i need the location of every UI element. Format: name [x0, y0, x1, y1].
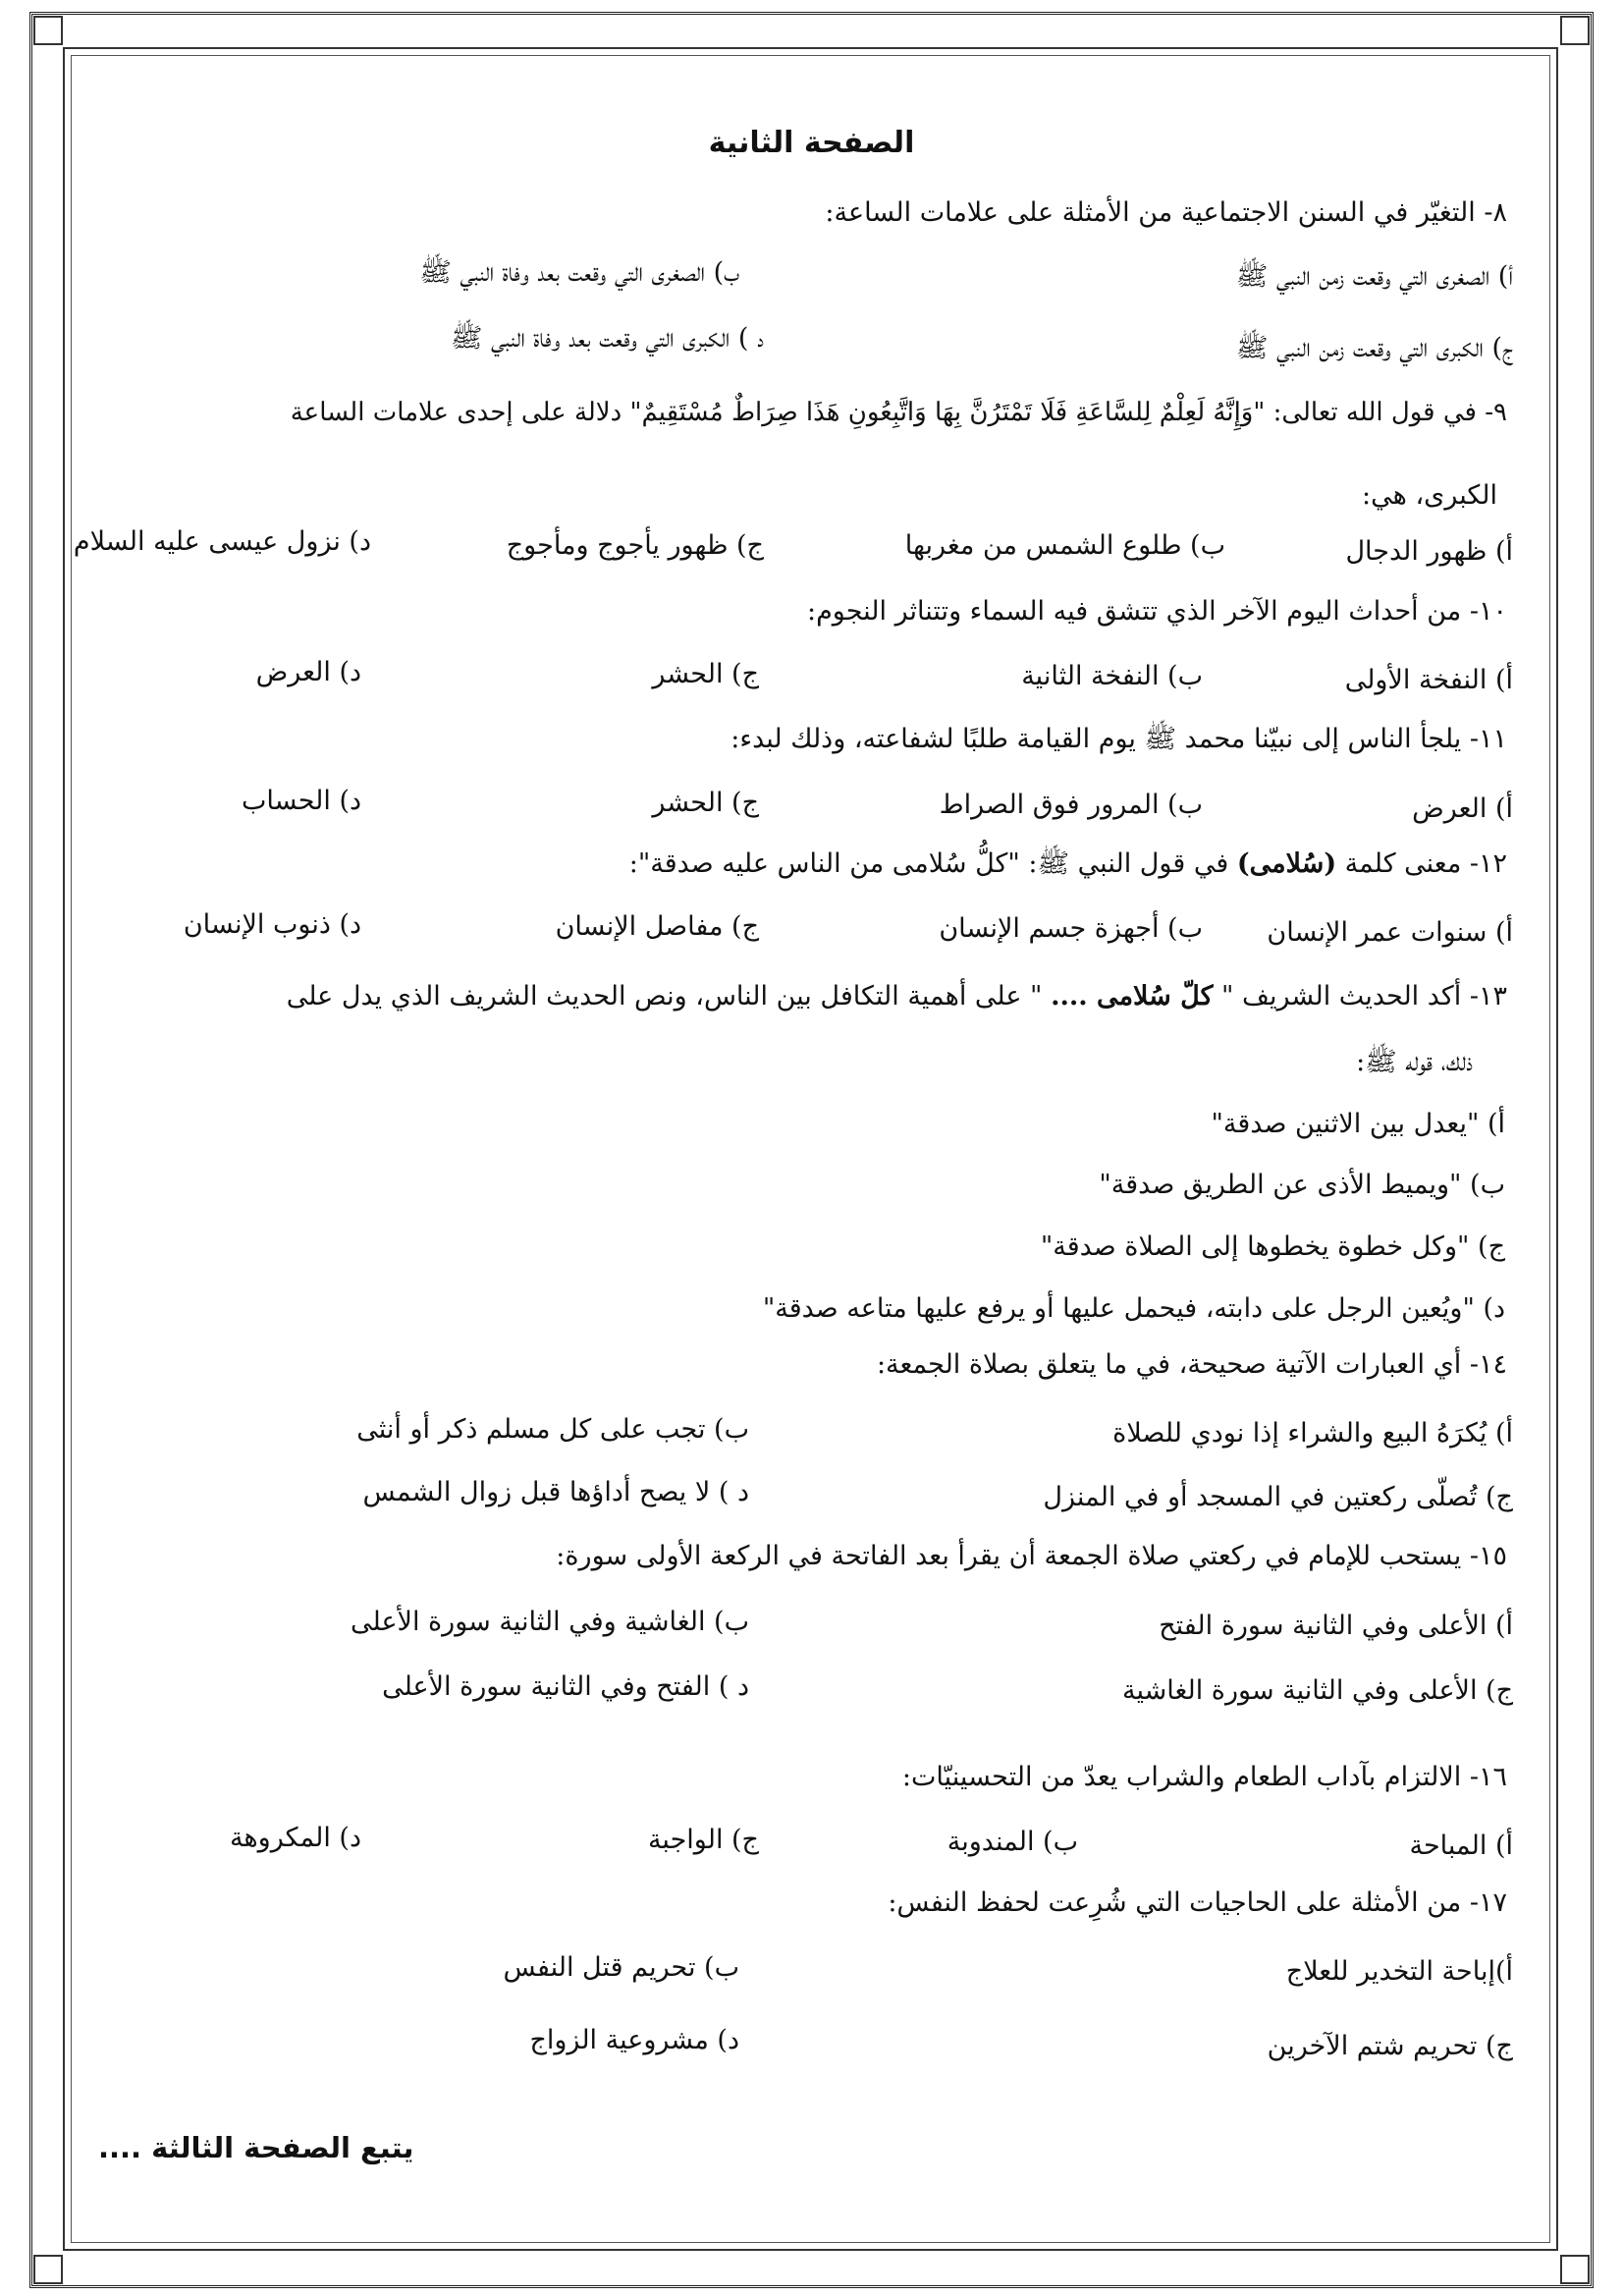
- question-14-option-a[interactable]: أ) يُكرَهُ البيع والشراء إذا نودي للصلاة: [1112, 1418, 1513, 1449]
- question-15-option-d[interactable]: د ) الفتح وفي الثانية سورة الأعلى: [382, 1671, 749, 1702]
- question-11-stem: ١١- يلجأ الناس إلى نبيّنا محمد ﷺ يوم القيامة طلبًا لشفاعته، وذلك لبدء:: [730, 724, 1507, 754]
- question-13-keyword: كلّ سُلامى ....: [1051, 981, 1214, 1011]
- question-15-option-a[interactable]: أ) الأعلى وفي الثانية سورة الفتح: [1159, 1611, 1513, 1641]
- question-12-option-a[interactable]: أ) سنوات عمر الإنسان: [1267, 917, 1513, 948]
- question-14-stem: ١٤- أي العبارات الآتية صحيحة، في ما يتعلق بصلاة الجمعة:: [876, 1349, 1507, 1380]
- question-17-option-b[interactable]: ب) تحريم قتل النفس: [503, 1952, 739, 1983]
- question-12-option-d[interactable]: د) ذنوب الإنسان: [183, 909, 361, 940]
- question-14-option-c[interactable]: ج) تُصلّى ركعتين في المسجد أو في المنزل: [1043, 1482, 1513, 1512]
- question-10-stem: ١٠- من أحداث اليوم الآخر الذي تتشق فيه السماء وتتناثر النجوم:: [806, 596, 1507, 627]
- question-12-keyword: (سُلامى): [1236, 848, 1337, 879]
- question-8-option-b[interactable]: ب) الصغرى التي وقعت بعد وفاة النبي ﷺ: [419, 257, 739, 288]
- question-17-option-a[interactable]: أ)إباحة التخدير للعلاج: [1285, 1956, 1513, 1987]
- question-14-option-d[interactable]: د ) لا يصح أداؤها قبل زوال الشمس: [362, 1477, 749, 1507]
- question-13-option-a[interactable]: أ) "يعدل بين الاثنين صدقة": [1211, 1109, 1505, 1139]
- question-13-stem-continued: ذلك، قوله ﷺ:: [1356, 1047, 1473, 1077]
- border-corner: [1560, 16, 1590, 45]
- question-16-option-a[interactable]: أ) المباحة: [1409, 1831, 1513, 1861]
- border-corner: [33, 16, 63, 45]
- question-11-option-a[interactable]: أ) العرض: [1412, 793, 1513, 824]
- question-12-option-c[interactable]: ج) مفاصل الإنسان: [555, 911, 759, 942]
- question-8-option-a[interactable]: أ) الصغرى التي وقعت زمن النبي ﷺ: [1235, 261, 1513, 292]
- question-13-option-c[interactable]: ج) "وكل خطوة يخطوها إلى الصلاة صدقة": [1040, 1231, 1505, 1262]
- continue-to-page-3-note: يتبع الصفحة الثالثة ....: [98, 2131, 414, 2164]
- question-16-option-b[interactable]: ب) المندوبة: [947, 1827, 1078, 1857]
- question-11-option-d[interactable]: د) الحساب: [241, 786, 361, 816]
- question-16-stem: ١٦- الالتزام بآداب الطعام والشراب يعدّ من التحسينيّات:: [901, 1762, 1507, 1792]
- question-16-option-c[interactable]: ج) الواجبة: [647, 1825, 759, 1855]
- question-13-stem-text: " على أهمية التكافل بين الناس، ونص الحديث الشريف الذي يدل على: [286, 981, 1052, 1011]
- question-13-stem-text: ١٣- أكد الحديث الشريف ": [1213, 981, 1507, 1011]
- question-9-option-d[interactable]: د) نزول عيسى عليه السلام: [73, 526, 371, 557]
- question-17-stem: ١٧- من الأمثلة على الحاجيات التي شُرِعت لحفظ النفس:: [888, 1887, 1507, 1918]
- question-10-option-b[interactable]: ب) النفخة الثانية: [1021, 661, 1203, 691]
- question-13-option-d[interactable]: د) "ويُعين الرجل على دابته، فيحمل عليها أو يرفع عليها متاعه صدقة": [762, 1293, 1505, 1324]
- question-12-stem-text: ١٢- معنى كلمة: [1336, 848, 1507, 879]
- question-8-option-c[interactable]: ج) الكبرى التي وقعت زمن النبي ﷺ: [1235, 333, 1513, 363]
- question-11-option-c[interactable]: ج) الحشر: [652, 788, 759, 818]
- question-9-option-c[interactable]: ج) ظهور يأجوج ومأجوج: [506, 530, 764, 561]
- question-8-option-d[interactable]: د ) الكبرى التي وقعت بعد وفاة النبي ﷺ: [450, 323, 764, 354]
- question-13-option-b[interactable]: ب) "ويميط الأذى عن الطريق صدقة": [1099, 1170, 1505, 1200]
- question-17-option-d[interactable]: د) مشروعية الزواج: [529, 2025, 739, 2055]
- question-8-stem: ٨- التغيّر في السنن الاجتماعية من الأمثلة على علامات الساعة:: [825, 197, 1507, 228]
- question-10-option-c[interactable]: ج) الحشر: [652, 659, 759, 689]
- question-14-option-b[interactable]: ب) تجب على كل مسلم ذكر أو أنثى: [356, 1414, 749, 1445]
- page-title: الصفحة الثانية: [708, 126, 915, 160]
- question-11-option-b[interactable]: ب) المرور فوق الصراط: [939, 790, 1203, 820]
- question-9-stem: ٩- في قول الله تعالى: "وَإِنَّهُ لَعِلْمٌ لِلسَّاعَةِ فَلَا تَمْتَرُنَّ بِهَا وَاتَّبِعُونِ هَذَا صِرَاطٌ مُسْتَقِيمٌ" دلالة على إحدى علامات الساعة: [290, 398, 1507, 427]
- question-15-option-c[interactable]: ج) الأعلى وفي الثانية سورة الغاشية: [1122, 1675, 1513, 1706]
- question-15-stem: ١٥- يستحب للإمام في ركعتي صلاة الجمعة أن يقرأ بعد الفاتحة في الركعة الأولى سورة:: [556, 1541, 1507, 1571]
- question-16-option-d[interactable]: د) المكروهة: [229, 1823, 361, 1853]
- question-12-stem: [629, 845, 1507, 884]
- question-17-option-c[interactable]: ج) تحريم شتم الآخرين: [1267, 2031, 1513, 2061]
- border-corner: [33, 2255, 63, 2284]
- question-13-stem: [287, 977, 1507, 1016]
- question-12-option-b[interactable]: ب) أجهزة جسم الإنسان: [939, 913, 1203, 944]
- question-10-option-a[interactable]: أ) النفخة الأولى: [1344, 665, 1513, 695]
- question-9-stem-continued: الكبرى، هي:: [1362, 480, 1497, 511]
- border-corner: [1560, 2255, 1590, 2284]
- question-9-option-a[interactable]: أ) ظهور الدجال: [1345, 536, 1513, 567]
- question-15-option-b[interactable]: ب) الغاشية وفي الثانية سورة الأعلى: [351, 1607, 749, 1637]
- question-9-option-b[interactable]: ب) طلوع الشمس من مغربها: [904, 530, 1225, 561]
- question-10-option-d[interactable]: د) العرض: [255, 657, 361, 687]
- question-12-stem-text: في قول النبي ﷺ: "كلُّ سُلامى من الناس عليه صدقة":: [628, 848, 1237, 879]
